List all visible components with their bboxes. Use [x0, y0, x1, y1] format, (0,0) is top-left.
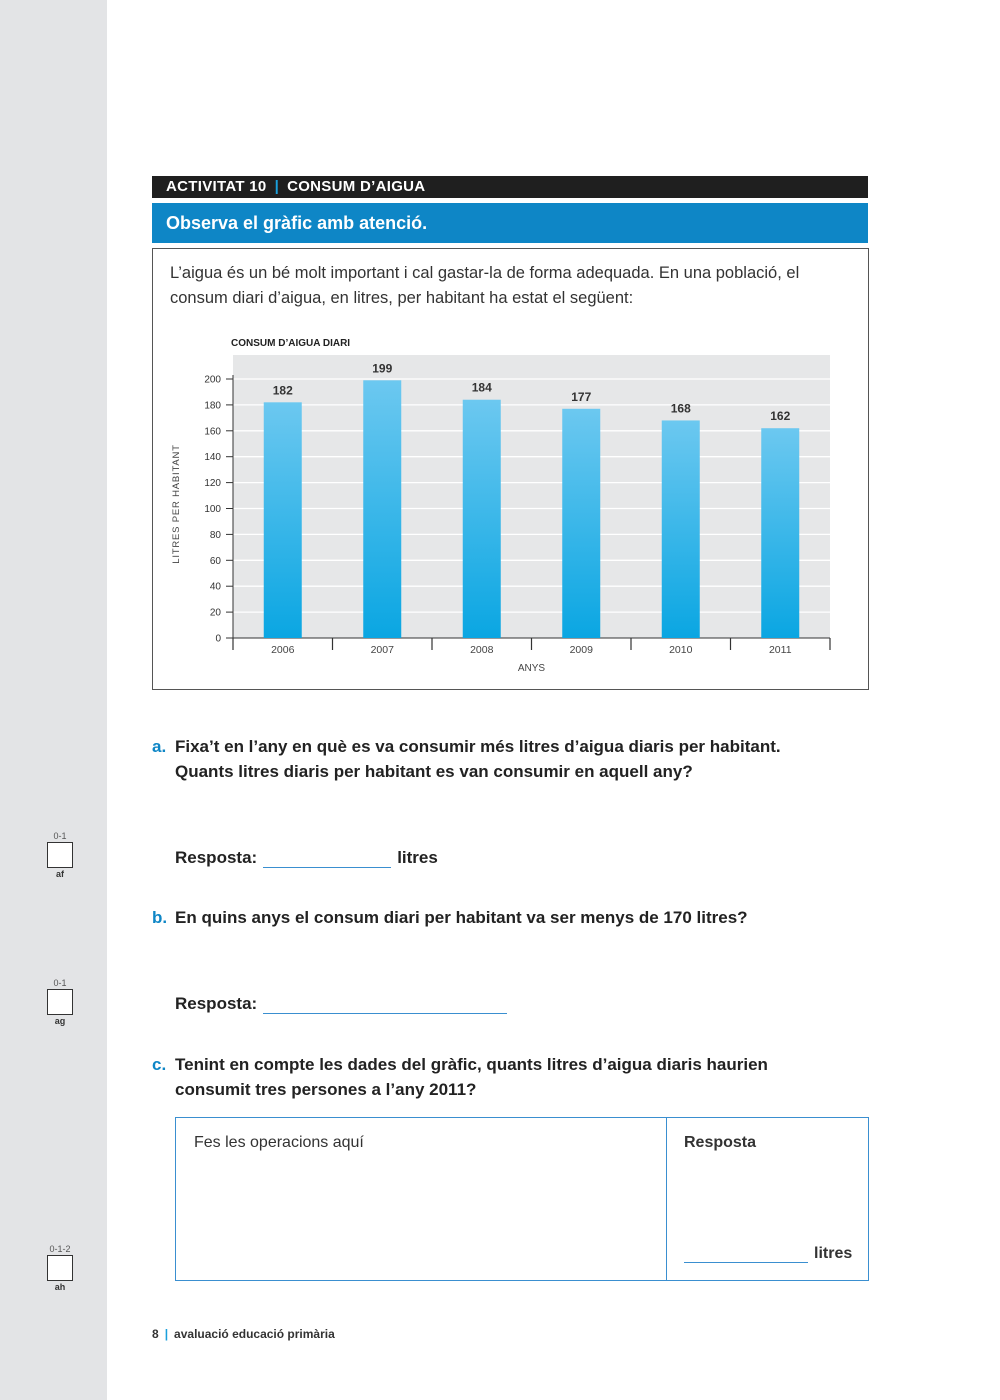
score-checkbox[interactable]	[47, 989, 73, 1015]
operations-box	[175, 1117, 869, 1281]
bar-2007	[363, 380, 401, 638]
score-range: 0-1	[53, 831, 67, 841]
x-tick-label: 2008	[470, 644, 494, 656]
question-letter: b.	[152, 908, 168, 927]
score-code: af	[55, 869, 64, 879]
question-text: En quins anys el consum diari per habitant va ser menys de 170 litres?	[175, 908, 748, 927]
separator-bar: |	[274, 178, 280, 195]
y-tick-label: 200	[204, 374, 221, 386]
score-box-ah	[46, 1244, 74, 1292]
question-text: Quants litres diaris per habitant es van consumir en aquell any?	[175, 762, 693, 781]
question-letter: a.	[152, 737, 167, 756]
page-footer	[152, 1327, 335, 1341]
x-tick-label: 2009	[569, 644, 593, 656]
score-box-af	[46, 831, 74, 879]
bar-chart	[153, 249, 868, 689]
bar-2009	[562, 409, 600, 638]
left-margin-sidebar	[0, 0, 107, 1400]
question-text: Fixa’t en l’any en què es va consumir més litres d’aigua diaris per habitant.	[175, 737, 781, 756]
y-tick-label: 140	[204, 452, 221, 464]
bar-2010	[662, 420, 700, 638]
bar-value-label: 184	[471, 380, 492, 395]
answer-label: Resposta:	[175, 848, 258, 867]
y-tick-label: 0	[215, 633, 221, 645]
answer-input-b[interactable]	[263, 991, 507, 1014]
bar-value-label: 168	[670, 401, 691, 416]
score-code: ag	[54, 1016, 66, 1026]
question-b	[152, 905, 868, 930]
intro-text: L’aigua és un bé molt important i cal gastar-la de forma adequada. En una població, el consum diari d’aigua, en litres, per habitant ha estat el següent:	[170, 264, 800, 307]
bar-2011	[761, 428, 799, 638]
bar-value-label: 177	[571, 389, 592, 404]
x-tick-label: 2011	[768, 644, 792, 656]
operations-label: Fes les operacions aquí	[194, 1134, 364, 1151]
question-letter: c.	[152, 1055, 167, 1074]
answer-c	[684, 1242, 852, 1263]
answer-input-a[interactable]	[263, 845, 391, 868]
footer-text: avaluació educació primària	[174, 1327, 335, 1341]
question-c	[152, 1052, 868, 1102]
plot-background	[233, 355, 830, 638]
instruction-text: Observa el gràfic amb atenció.	[166, 213, 428, 233]
answer-a	[175, 845, 438, 868]
answer-unit: litres	[814, 1245, 853, 1262]
x-tick-label: 2007	[370, 644, 394, 656]
y-tick-label: 60	[209, 555, 221, 567]
y-tick-label: 160	[204, 426, 221, 438]
answer-unit: litres	[397, 848, 438, 867]
y-tick-label: 100	[204, 504, 221, 515]
answer-b	[175, 991, 513, 1014]
y-tick-label: 40	[209, 581, 221, 593]
activity-label: ACTIVITAT 10	[166, 178, 267, 195]
y-axis-title: LITRES PER HABITANT	[171, 444, 182, 564]
chart-frame	[152, 248, 869, 690]
operations-divider	[666, 1118, 667, 1280]
answer-label: Resposta:	[175, 994, 258, 1013]
y-tick-label: 180	[204, 400, 221, 412]
answer-label: Resposta	[684, 1134, 757, 1151]
answer-input-c[interactable]	[684, 1242, 808, 1263]
separator-bar: |	[164, 1327, 169, 1341]
question-a	[152, 734, 868, 784]
score-range: 0-1-2	[49, 1244, 71, 1254]
bar-2006	[264, 402, 302, 638]
instruction-banner	[152, 203, 868, 243]
x-axis-title: ANYS	[517, 663, 546, 674]
activity-title: CONSUM D’AIGUA	[287, 178, 426, 195]
score-checkbox[interactable]	[47, 1255, 73, 1281]
question-text: consumit tres persones a l’any 2011?	[175, 1080, 477, 1099]
activity-header	[152, 176, 868, 198]
y-tick-label: 80	[209, 529, 221, 541]
score-code: ah	[54, 1282, 66, 1292]
y-tick-label: 20	[209, 607, 221, 619]
chart-title: CONSUM D’AIGUA DIARI	[231, 338, 351, 349]
x-tick-label: 2006	[271, 644, 295, 656]
score-checkbox[interactable]	[47, 842, 73, 868]
bar-2008	[463, 400, 501, 638]
bar-value-label: 199	[372, 361, 393, 376]
y-tick-label: 120	[204, 478, 221, 490]
page-number: 8	[152, 1327, 159, 1341]
x-tick-label: 2010	[669, 644, 693, 656]
bar-value-label: 182	[272, 383, 293, 398]
score-range: 0-1	[53, 978, 67, 988]
score-box-ag	[46, 978, 74, 1026]
bar-value-label: 162	[770, 409, 791, 424]
question-text: Tenint en compte les dades del gràfic, quants litres d’aigua diaris haurien	[175, 1055, 768, 1074]
